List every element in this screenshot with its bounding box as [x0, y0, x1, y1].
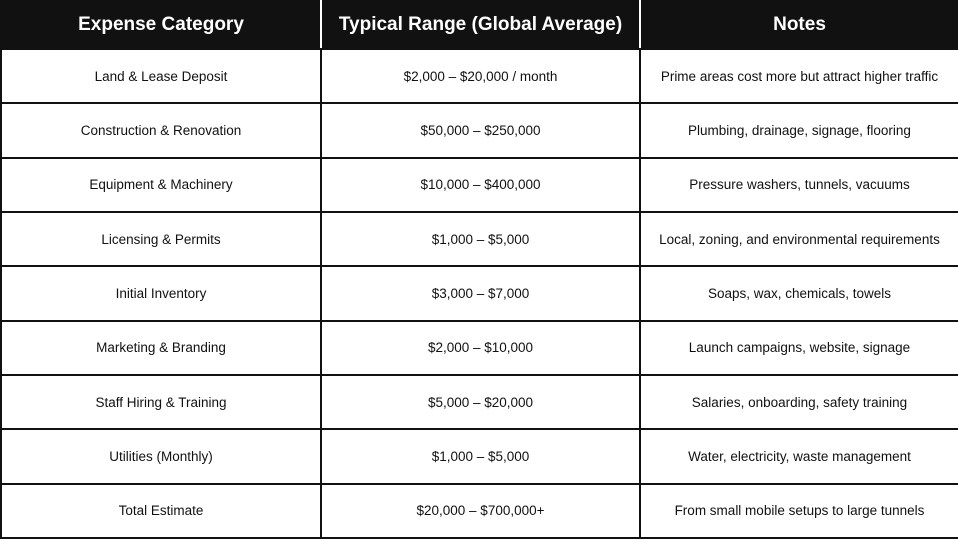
notes-cell: Water, electricity, waste management: [640, 429, 958, 483]
table-row-total: [1, 484, 958, 538]
category-cell: Construction & Renovation: [1, 103, 321, 157]
notes-cell: Plumbing, drainage, signage, flooring: [640, 103, 958, 157]
category-cell: Staff Hiring & Training: [1, 375, 321, 429]
table-row: [1, 375, 958, 429]
table-row: [1, 49, 958, 103]
range-cell: $2,000 – $10,000: [321, 321, 640, 375]
header-expense-category: Expense Category: [1, 1, 321, 49]
table-row: [1, 158, 958, 212]
notes-cell: Pressure washers, tunnels, vacuums: [640, 158, 958, 212]
table-row: [1, 266, 958, 320]
range-cell: $1,000 – $5,000: [321, 212, 640, 266]
range-cell: $10,000 – $400,000: [321, 158, 640, 212]
category-cell: Total Estimate: [1, 484, 321, 538]
range-cell: $50,000 – $250,000: [321, 103, 640, 157]
table-row: [1, 103, 958, 157]
category-cell: Initial Inventory: [1, 266, 321, 320]
notes-cell: Soaps, wax, chemicals, towels: [640, 266, 958, 320]
range-cell: $2,000 – $20,000 / month: [321, 49, 640, 103]
range-cell: $1,000 – $5,000: [321, 429, 640, 483]
range-cell: $20,000 – $700,000+: [321, 484, 640, 538]
header-row: [1, 1, 958, 49]
table-row: [1, 429, 958, 483]
category-cell: Marketing & Branding: [1, 321, 321, 375]
table-row: [1, 212, 958, 266]
range-cell: $3,000 – $7,000: [321, 266, 640, 320]
range-cell: $5,000 – $20,000: [321, 375, 640, 429]
header-typical-range: Typical Range (Global Average): [321, 1, 640, 49]
category-cell: Licensing & Permits: [1, 212, 321, 266]
category-cell: Utilities (Monthly): [1, 429, 321, 483]
notes-cell: Prime areas cost more but attract higher traffic: [640, 49, 958, 103]
notes-cell: From small mobile setups to large tunnels: [640, 484, 958, 538]
notes-cell: Salaries, onboarding, safety training: [640, 375, 958, 429]
category-cell: Equipment & Machinery: [1, 158, 321, 212]
table-row: [1, 321, 958, 375]
notes-cell: Local, zoning, and environmental requirements: [640, 212, 958, 266]
category-cell: Land & Lease Deposit: [1, 49, 321, 103]
notes-cell: Launch campaigns, website, signage: [640, 321, 958, 375]
header-notes: Notes: [640, 1, 958, 49]
